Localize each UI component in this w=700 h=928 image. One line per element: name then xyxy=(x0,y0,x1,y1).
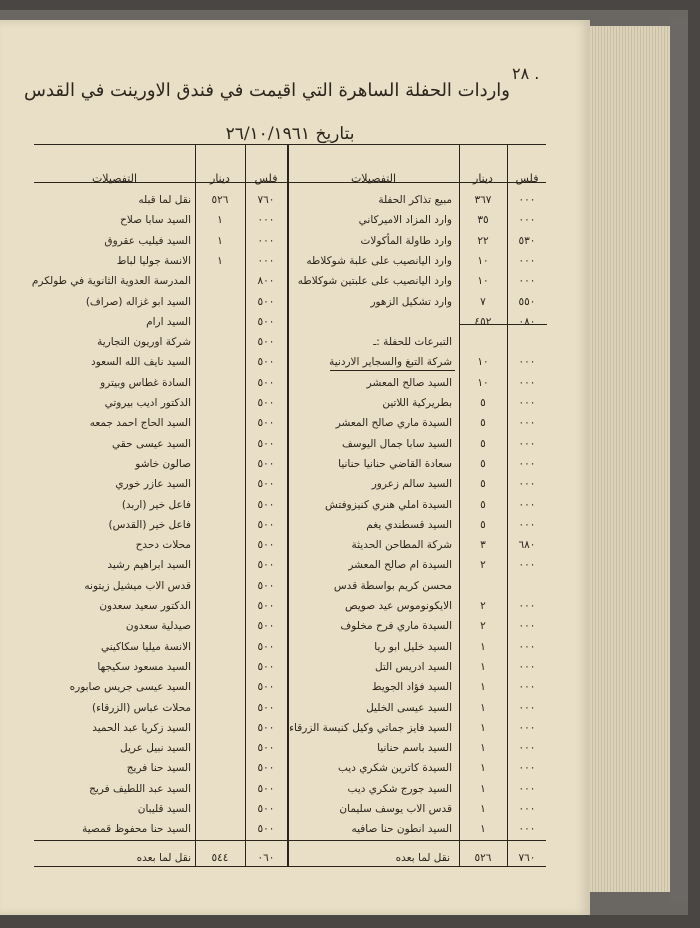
left-cell-name: قدس الاب ميشيل زيتونه xyxy=(84,579,191,592)
right-cell-name: السيد قسطندي يغم xyxy=(366,518,452,531)
right-cell-dinar: ٢ xyxy=(480,620,486,633)
right-cell-name: وارد المزاد الاميركاني xyxy=(358,214,452,227)
book-spine xyxy=(670,20,688,900)
left-cell-name: السيد عبد اللطيف فريج xyxy=(89,782,191,795)
left-cell-fils: ٠٠٠ xyxy=(257,214,275,227)
left-table-row xyxy=(0,190,590,210)
left-cell-fils: ٥٠٠ xyxy=(257,681,275,694)
right-cell-dinar: ١ xyxy=(480,803,486,815)
right-cell-dinar: ٥ xyxy=(480,457,486,470)
left-cell-fils: ٥٠٠ xyxy=(257,701,275,714)
left-cell-fils: ٥٠٠ xyxy=(257,782,275,795)
right-cell-name: السيدة كاترين شكري ديب xyxy=(337,762,452,775)
right-cell-name: السيد فؤاد الجويط xyxy=(371,681,452,694)
right-cell-fils: ٠٠٠ xyxy=(518,254,536,267)
left-table-row xyxy=(0,231,590,251)
right-cell-dinar: ٥ xyxy=(480,498,486,511)
right-cell-name: السيد خليل ابو ريا xyxy=(374,640,452,653)
right-cell-dinar: ٧ xyxy=(480,295,486,308)
right-cell-name: سعادة القاضي حنانيا حنانيا xyxy=(338,457,452,470)
left-cell-fils: ٥٠٠ xyxy=(257,376,275,389)
left-cell-fils: ٥٠٠ xyxy=(257,315,275,328)
left-cell-fils: ٥٠٠ xyxy=(257,397,275,409)
left-cell-dinar: ١ xyxy=(217,234,223,247)
footer-right-fils: ٧٦٠ xyxy=(518,852,536,864)
left-table-row xyxy=(0,535,590,555)
right-cell-dinar: ٣ xyxy=(480,539,486,552)
left-cell-name: السيد عيسى جريس صابوره xyxy=(69,681,191,694)
right-cell-fils: ٠٠٠ xyxy=(518,417,536,430)
right-cell-name: السيدة ماري صالح المعشر xyxy=(335,417,452,430)
left-table-row xyxy=(0,474,590,494)
left-cell-name: السيد مسعود سكيجها xyxy=(97,660,191,673)
left-cell-fils: ٥٠٠ xyxy=(257,620,275,633)
left-cell-name: السيد فيليب عقروق xyxy=(104,234,191,247)
right-cell-fils: ٠٠٠ xyxy=(518,640,536,653)
right-cell-dinar: ١ xyxy=(480,701,486,714)
left-cell-fils: ٥٠٠ xyxy=(257,356,275,369)
left-cell-fils: ٥٠٠ xyxy=(257,762,275,775)
right-cell-fils: ٠٠٠ xyxy=(518,660,536,673)
left-table-row xyxy=(0,576,590,596)
left-cell-fils: ٥٠٠ xyxy=(257,803,275,815)
right-cell-dinar: ٥ xyxy=(480,478,486,491)
left-table-row xyxy=(0,352,590,372)
left-table-row xyxy=(0,393,590,413)
right-cell-name: السيد سالم زعرور xyxy=(371,478,452,491)
right-cell-dinar: ١ xyxy=(480,762,486,775)
right-cell-dinar: ١ xyxy=(480,721,486,734)
left-cell-fils: ٥٠٠ xyxy=(257,640,275,653)
right-cell-dinar: ١ xyxy=(480,640,486,653)
left-cell-fils: ٥٠٠ xyxy=(257,660,275,673)
page-title: واردات الحفلة الساهرة التي اقيمت في فندق الاورينت في القدس xyxy=(23,80,510,101)
left-cell-name: السيد ابراهيم رشيد xyxy=(107,559,191,572)
left-table-row xyxy=(0,332,590,352)
right-cell-fils: ٥٥٠ xyxy=(518,295,536,308)
right-cell-name: الايكونوموس عيد صويص xyxy=(344,600,452,612)
left-table-row xyxy=(0,454,590,474)
left-table-row xyxy=(0,210,590,230)
left-table-row xyxy=(0,312,590,332)
right-cell-dinar: ٥ xyxy=(480,518,486,531)
right-header-dinar: دينار xyxy=(473,172,493,185)
right-cell-fils: ٠٨٠ xyxy=(518,315,536,328)
footer-left-label: نقل لما بعده xyxy=(136,852,191,864)
right-cell-name: بطريركية اللاتين xyxy=(382,397,452,409)
left-table-row xyxy=(0,799,590,819)
left-cell-fils: ٠٠٠ xyxy=(257,254,275,267)
left-cell-fils: ٥٠٠ xyxy=(257,478,275,491)
right-cell-dinar: ١٠ xyxy=(477,254,489,267)
right-cell-fils: ٠٠٠ xyxy=(518,620,536,633)
left-cell-fils: ٥٠٠ xyxy=(257,742,275,755)
left-table-row xyxy=(0,779,590,799)
left-table-row xyxy=(0,657,590,677)
left-cell-fils: ٥٠٠ xyxy=(257,559,275,572)
left-cell-name: السيد ابو غزاله (صراف) xyxy=(85,295,191,308)
right-cell-fils: ٠٠٠ xyxy=(518,823,536,836)
right-cell-name: السيدة ام صالح المعشر xyxy=(348,559,452,572)
right-cell-name: شركة المطاحن الحديثة xyxy=(351,539,452,552)
left-table-row xyxy=(0,677,590,697)
right-cell-fils: ٠٠٠ xyxy=(518,721,536,734)
right-cell-dinar: ٤٥٢ xyxy=(474,315,492,328)
left-cell-fils: ٥٠٠ xyxy=(257,295,275,308)
right-cell-dinar: ١ xyxy=(480,782,486,795)
left-cell-fils: ٥٠٠ xyxy=(257,498,275,511)
table-top-rule xyxy=(34,144,546,145)
left-cell-name: المدرسة العدوية الثانوية في طولكرم xyxy=(31,275,191,288)
right-cell-fils: ٠٠٠ xyxy=(518,356,536,369)
right-cell-name: شركة التبغ والسجاير الاردنية xyxy=(329,356,452,369)
left-cell-fils: ٥٠٠ xyxy=(257,336,275,349)
right-cell-dinar: ٢ xyxy=(480,559,486,572)
left-cell-name: صيدلية سعدون xyxy=(125,620,191,633)
date-line: بتاريخ ٢٦/١٠/١٩٦١ xyxy=(225,124,355,144)
right-cell-dinar: ٣٦٧ xyxy=(474,194,492,206)
right-cell-dinar: ١ xyxy=(480,681,486,694)
right-cell-name: السيد انطون حنا صافيه xyxy=(351,823,452,836)
right-cell-name: السيد عيسى الخليل xyxy=(366,701,452,714)
left-cell-name: السيد حنا محفوظ قمصية xyxy=(82,823,191,836)
left-table-row xyxy=(0,637,590,657)
right-cell-fils: ٠٠٠ xyxy=(518,782,536,795)
left-cell-name: السيد نبيل عريل xyxy=(120,742,191,755)
left-table-row xyxy=(0,758,590,778)
left-cell-name: الانسة ميليا سكاكيني xyxy=(100,640,191,653)
left-cell-name: السيد عيسى حقي xyxy=(112,437,191,450)
left-table-row xyxy=(0,495,590,515)
left-cell-name: صالون خاشو xyxy=(135,457,191,470)
left-cell-fils: ٥٠٠ xyxy=(257,518,275,531)
right-cell-name: السيد سابا جمال اليوسف xyxy=(341,437,452,450)
left-cell-dinar: ١ xyxy=(217,254,223,267)
page-number: ٢٨ . xyxy=(512,64,540,83)
right-cell-fils: ٠٠٠ xyxy=(518,437,536,450)
right-cell-dinar: ١ xyxy=(480,742,486,755)
right-cell-name: السيد صالح المعشر xyxy=(366,376,452,389)
right-cell-fils: ٠٠٠ xyxy=(518,600,536,612)
left-cell-name: الدكتور سعيد سعدون xyxy=(99,600,191,612)
left-cell-name: الدكتور اديب بيروتي xyxy=(104,397,191,409)
left-table-row xyxy=(0,718,590,738)
left-table-row xyxy=(0,271,590,291)
right-cell-fils: ٠٠٠ xyxy=(518,518,536,531)
right-cell-fils: ٠٠٠ xyxy=(518,478,536,491)
left-header-details: التفصيلات xyxy=(91,172,138,185)
left-cell-fils: ٥٠٠ xyxy=(257,579,275,592)
left-cell-name: السيد نايف الله السعود xyxy=(91,356,191,369)
left-table-row xyxy=(0,698,590,718)
left-table-row xyxy=(0,515,590,535)
footer-left-dinar: ٥٤٤ xyxy=(211,852,229,864)
left-cell-name: السيد حنا فريج xyxy=(126,762,191,775)
right-cell-name: التبرعات للحفلة :ـ xyxy=(373,336,452,349)
left-cell-name: السيد الحاج احمد جمعه xyxy=(89,417,191,430)
left-cell-fils: ٥٠٠ xyxy=(257,437,275,450)
right-cell-dinar: ١٠ xyxy=(477,356,489,369)
right-cell-name: محسن كريم بواسطة قدس xyxy=(333,579,452,592)
left-cell-name: السيد سابا صلاح xyxy=(120,214,191,227)
right-cell-dinar: ٢ xyxy=(480,600,486,612)
left-cell-name: محلات دحدح xyxy=(135,539,191,552)
footer-row xyxy=(0,848,590,868)
right-cell-dinar: ٣٥ xyxy=(477,214,489,227)
left-cell-fils: ٥٠٠ xyxy=(257,457,275,470)
right-cell-fils: ٠٠٠ xyxy=(518,559,536,572)
right-cell-name: وارد اليانصيب على علبة شوكلاطه xyxy=(306,254,452,267)
right-cell-dinar: ١٠ xyxy=(477,275,489,288)
left-cell-fils: ٥٠٠ xyxy=(257,823,275,836)
left-table-row xyxy=(0,373,590,393)
page-edges xyxy=(590,26,670,892)
left-cell-name: السيد ارام xyxy=(146,315,191,328)
left-cell-dinar: ٥٢٦ xyxy=(211,194,229,206)
left-cell-name: فاعل خير (القدس) xyxy=(108,518,191,531)
right-cell-name: وارد اليانصيب على علبتين شوكلاطه xyxy=(297,275,452,288)
left-header-dinar: دينار xyxy=(210,172,230,185)
left-cell-fils: ٥٠٠ xyxy=(257,539,275,552)
left-table-row xyxy=(0,251,590,271)
subtotal-rule xyxy=(459,324,547,325)
right-cell-name: قدس الاب يوسف سليمان xyxy=(339,803,452,815)
left-cell-name: السادة غطاس وبيترو xyxy=(100,376,191,389)
right-cell-fils: ٠٠٠ xyxy=(518,803,536,815)
left-cell-fils: ٥٠٠ xyxy=(257,721,275,734)
right-cell-fils: ٦٨٠ xyxy=(518,539,536,552)
left-cell-name: فاعل خير (اربد) xyxy=(121,498,191,511)
right-cell-fils: ٠٠٠ xyxy=(518,457,536,470)
left-cell-name: السيد عازر خوري xyxy=(115,478,191,491)
right-cell-dinar: ٥ xyxy=(480,397,486,409)
right-cell-dinar: ٥ xyxy=(480,417,486,430)
right-cell-name: مبيع تذاكر الحفلة xyxy=(378,194,452,206)
right-cell-dinar: ٢٢ xyxy=(477,234,489,247)
right-cell-name: السيد فايز جماتي وكيل كنيسة الزرقاء xyxy=(289,721,452,734)
left-table-row xyxy=(0,819,590,839)
left-table-row xyxy=(0,555,590,575)
left-cell-name: محلات عباس (الزرقاء) xyxy=(91,701,191,714)
right-cell-fils: ٠٠٠ xyxy=(518,762,536,775)
right-cell-name: وارد تشكيل الزهور xyxy=(370,295,452,308)
left-cell-name: السيد زكريا عبد الحميد xyxy=(92,721,191,734)
right-cell-dinar: ١ xyxy=(480,660,486,673)
right-cell-fils: ٥٣٠ xyxy=(518,234,536,247)
left-table-row xyxy=(0,616,590,636)
left-cell-fils: ٨٠٠ xyxy=(257,275,275,288)
left-cell-dinar: ١ xyxy=(217,214,223,227)
left-cell-fils: ٥٠٠ xyxy=(257,600,275,612)
left-cell-fils: ٠٠٠ xyxy=(257,234,275,247)
left-cell-fils: ٥٠٠ xyxy=(257,417,275,430)
right-header-fils: فلس xyxy=(515,172,539,185)
right-cell-fils: ٠٠٠ xyxy=(518,701,536,714)
footer-right-label: نقل لما بعده xyxy=(395,852,450,864)
donations-heading-underline xyxy=(330,370,455,371)
right-header-details: التفصيلات xyxy=(350,172,397,185)
left-table-row xyxy=(0,596,590,616)
footer-rule xyxy=(34,840,546,841)
left-table-row xyxy=(0,434,590,454)
right-cell-fils: ٠٠٠ xyxy=(518,742,536,755)
right-cell-dinar: ١ xyxy=(480,823,486,836)
right-cell-fils: ٠٠٠ xyxy=(518,194,536,206)
left-cell-name: الانسة جوليا لباط xyxy=(116,254,191,267)
right-cell-dinar: ٥ xyxy=(480,437,486,450)
left-header-fils: فلس xyxy=(254,172,278,185)
right-cell-fils: ٠٠٠ xyxy=(518,376,536,389)
right-cell-fils: ٠٠٠ xyxy=(518,397,536,409)
left-table-row xyxy=(0,292,590,312)
right-cell-name: السيد جورج شكري ديب xyxy=(347,782,452,795)
right-cell-fils: ٠٠٠ xyxy=(518,214,536,227)
ledger-page xyxy=(0,20,590,915)
left-cell-name: شركة اوريون التجارية xyxy=(97,336,191,349)
right-cell-name: وارد طاولة المأكولات xyxy=(360,234,452,247)
left-cell-name: نقل لما قبله xyxy=(138,194,191,206)
right-cell-dinar: ١٠ xyxy=(477,376,489,389)
right-cell-fils: ٠٠٠ xyxy=(518,275,536,288)
right-cell-name: السيدة املي هنري كنيزوفتش xyxy=(325,498,452,511)
left-table-row xyxy=(0,413,590,433)
right-cell-fils: ٠٠٠ xyxy=(518,498,536,511)
right-cell-fils: ٠٠٠ xyxy=(518,681,536,694)
right-cell-name: السيدة ماري فرح مخلوف xyxy=(340,620,452,633)
right-cell-name: السيد ادريس التل xyxy=(374,660,452,673)
left-cell-fils: ٧٦٠ xyxy=(257,194,275,206)
footer-right-dinar: ٥٢٦ xyxy=(474,852,492,864)
left-table-row xyxy=(0,738,590,758)
left-cell-name: السيد قليبان xyxy=(137,803,191,815)
footer-left-fils: ٠٦٠ xyxy=(257,852,275,864)
right-cell-name: السيد باسم حنانيا xyxy=(377,742,452,755)
